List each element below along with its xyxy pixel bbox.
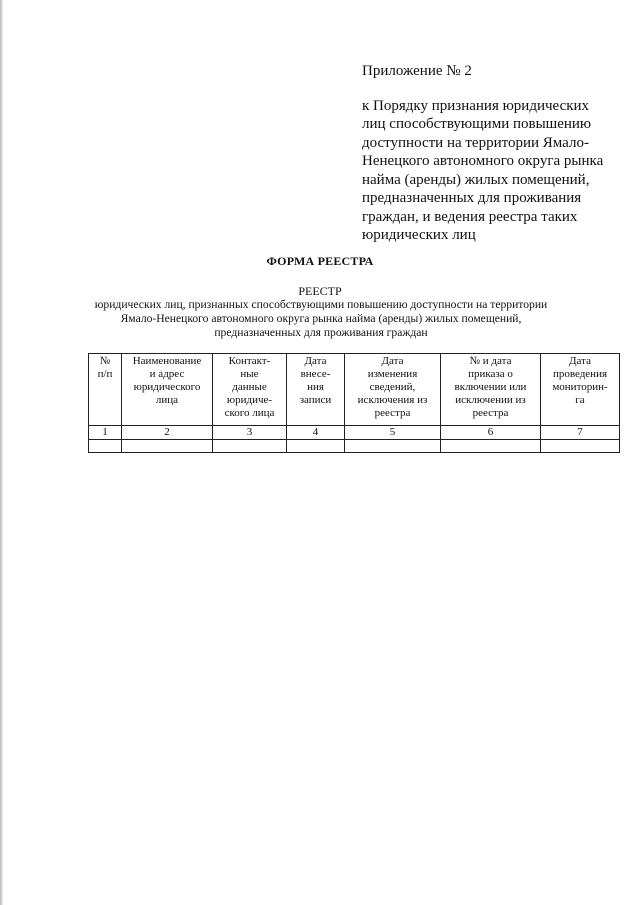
column-number: 5 (345, 426, 441, 440)
appendix-text: к Порядку признания юридических лиц способствующими повышению доступности на территории Ямало- Ненецкого автономного округа рынка найма (аренды) жилых помещений, предназначенных для проживания граждан, и ведения реестра таких юридических лиц (362, 97, 604, 243)
empty-cell (441, 440, 541, 453)
column-number-row (89, 426, 620, 440)
empty-cell (122, 440, 213, 453)
empty-cell (213, 440, 287, 453)
scan-edge (0, 0, 3, 905)
header-cell-entry-date: Дата внесе- ния записи (287, 354, 345, 426)
registry-subtitle: юридических лиц, признанных способствующими повышению доступности на территории Ямало-Ненецкого автономного округа рынка найма (аренды) жилых помещений, предназначенных для проживания граждан (94, 298, 548, 339)
header-cell-change-date: Дата изменения сведений, исключения из реестра (345, 354, 441, 426)
registry-title: РЕЕСТР (298, 284, 342, 298)
header-cell-contacts: Контакт- ные данные юридиче- ского лица (213, 354, 287, 426)
registry-table (88, 353, 620, 453)
empty-cell (541, 440, 620, 453)
empty-cell (89, 440, 122, 453)
column-number: 2 (122, 426, 213, 440)
appendix-title: Приложение № 2 (362, 63, 472, 79)
column-number: 7 (541, 426, 620, 440)
header-cell-monitoring-date: Дата проведения мониторин- га (541, 354, 620, 426)
empty-cell (287, 440, 345, 453)
appendix-block (362, 62, 612, 245)
table-header-row (89, 354, 620, 426)
empty-cell (345, 440, 441, 453)
column-number: 3 (213, 426, 287, 440)
column-number: 4 (287, 426, 345, 440)
header-cell-order: № и дата приказа о включении или исключении из реестра (441, 354, 541, 426)
column-number: 6 (441, 426, 541, 440)
form-title: ФОРМА РЕЕСТРА (266, 254, 374, 268)
header-cell-number: № п/п (89, 354, 122, 426)
column-number: 1 (89, 426, 122, 440)
empty-table-row (89, 440, 620, 453)
header-cell-name-address: Наименование и адрес юридического лица (122, 354, 213, 426)
